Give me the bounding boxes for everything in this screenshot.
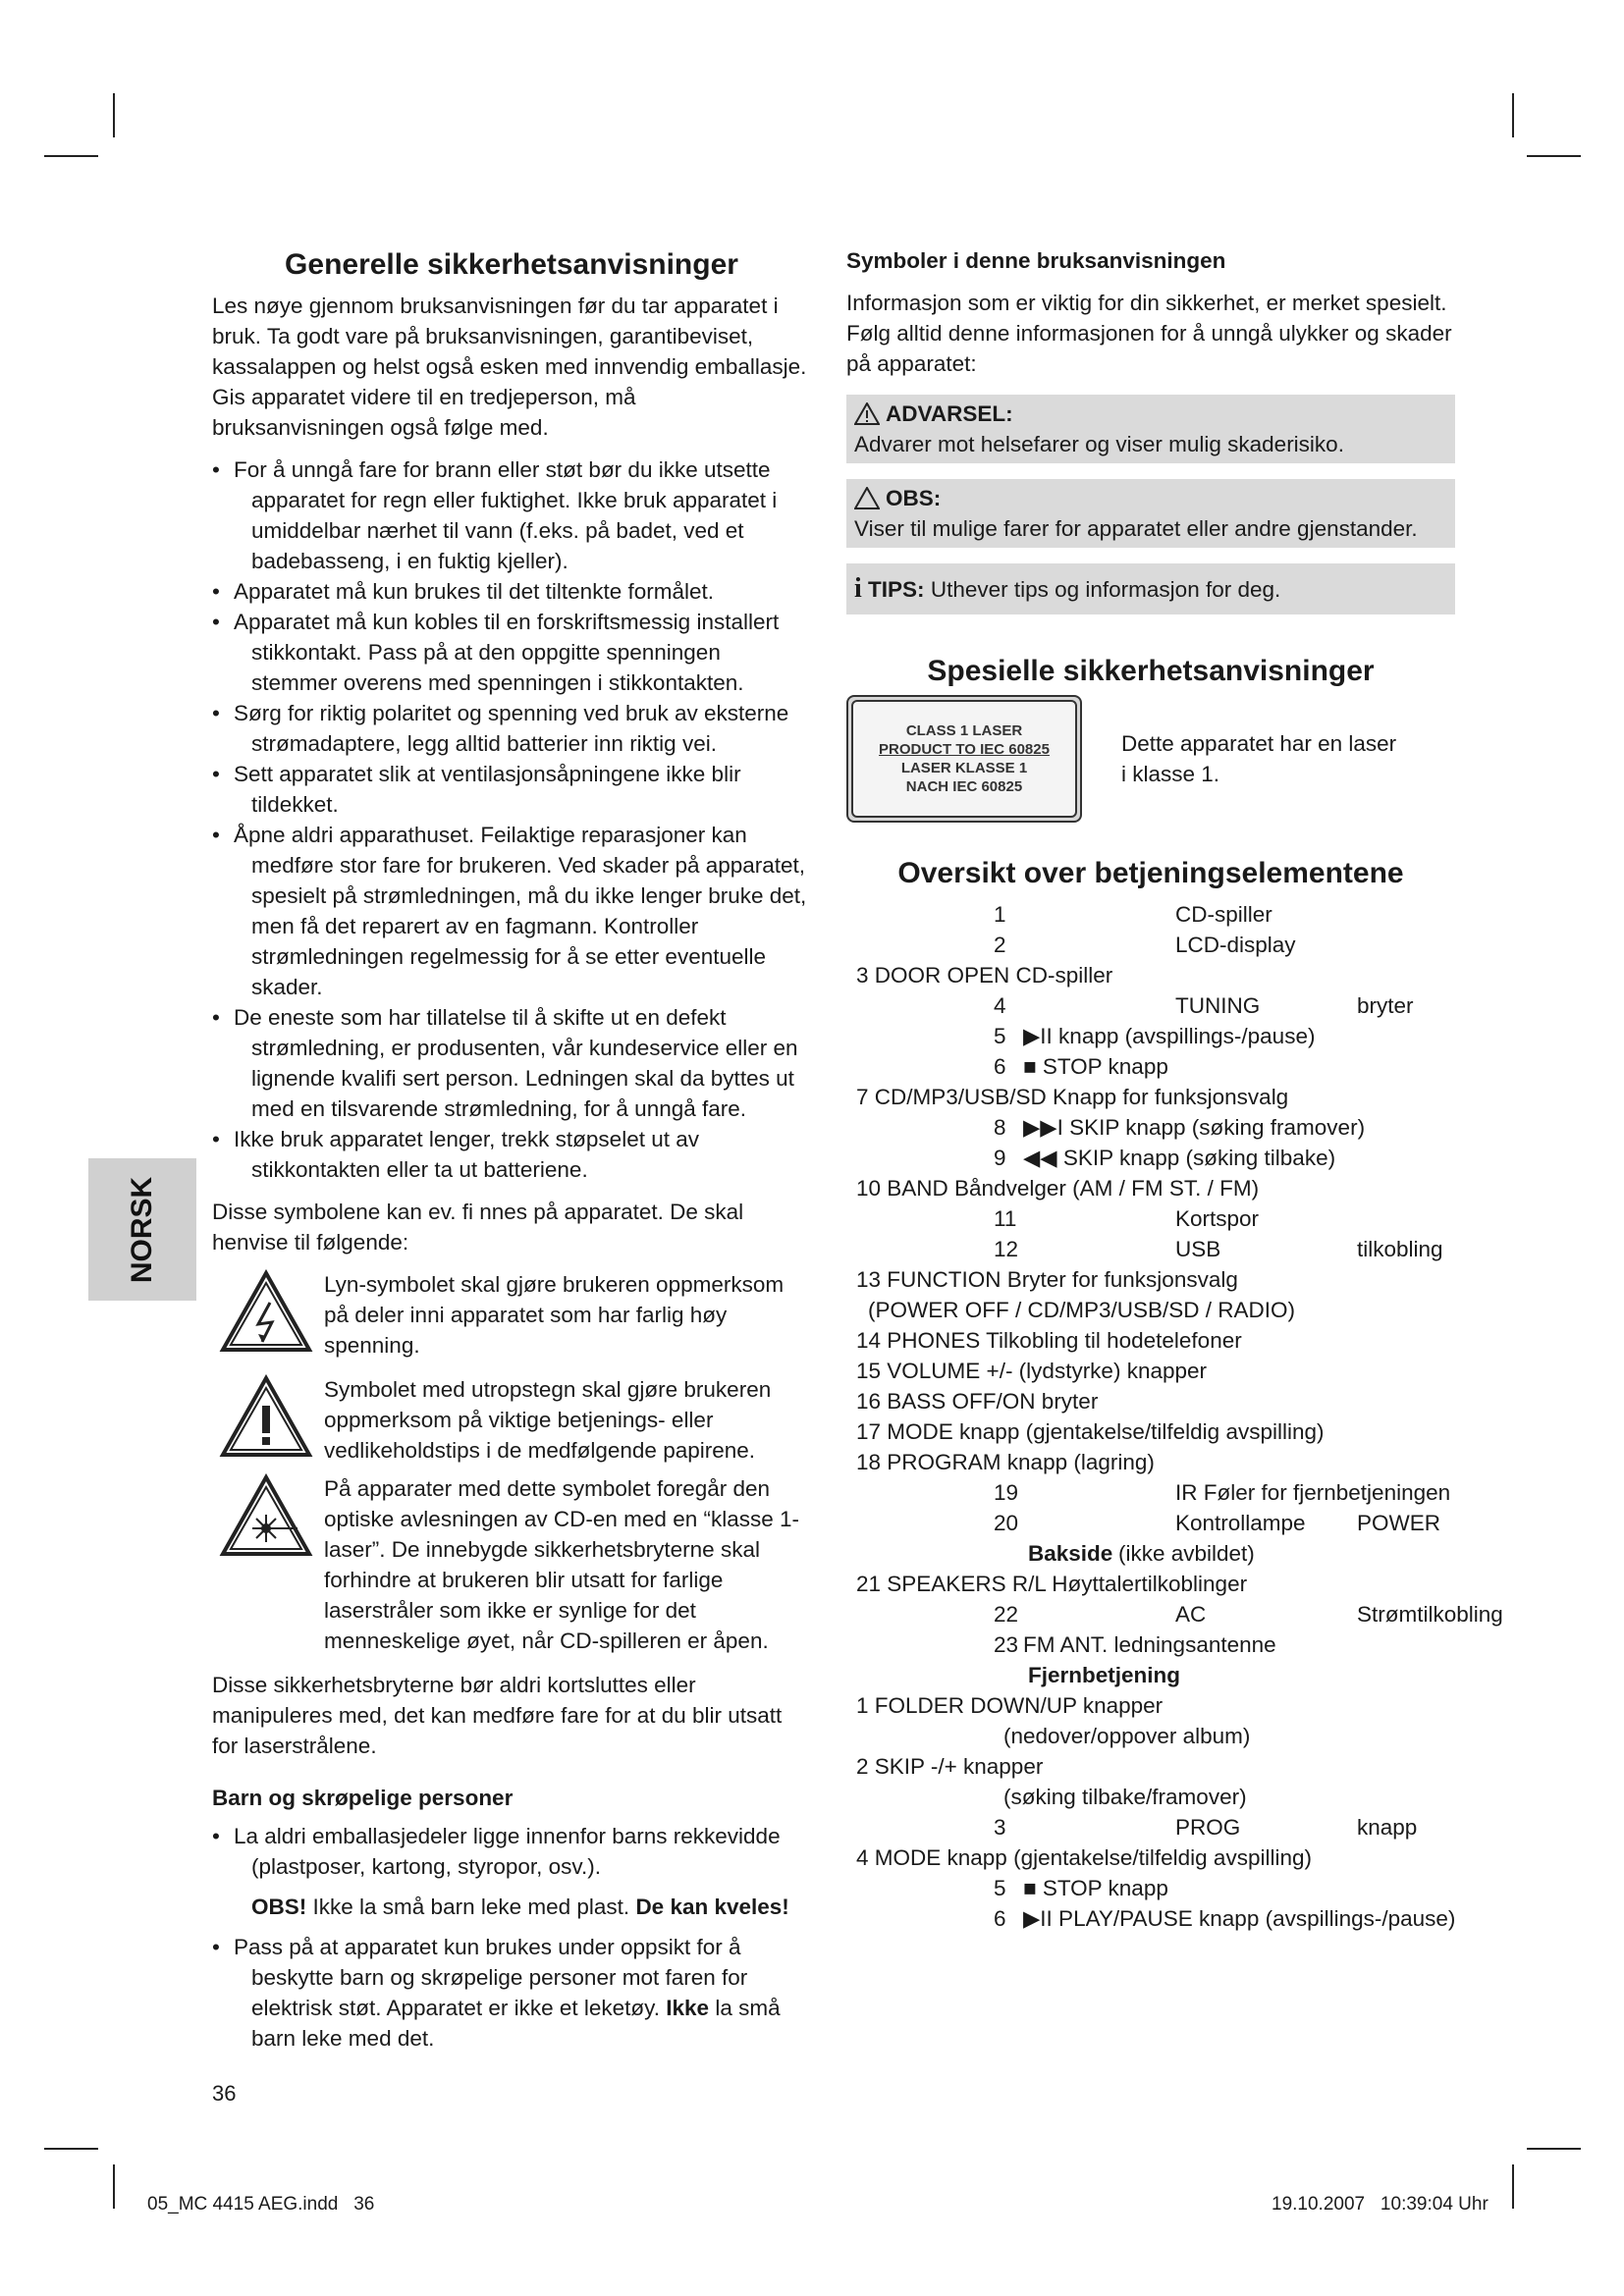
overview-full: 4 MODE knapp (gjentakelse/tilfeldig avspilling): [856, 1845, 1312, 1870]
overview-sub: (nedover/oppover album): [1003, 1724, 1251, 1748]
laser-class-label: [846, 695, 1082, 823]
crop-mark: [113, 2164, 115, 2209]
overview-item: [846, 1416, 1455, 1447]
overview-heading: Fjernbetjening: [1028, 1663, 1181, 1687]
overview-item: [846, 990, 1455, 1021]
overview-full: (POWER OFF / CD/MP3/USB/SD / RADIO): [868, 1298, 1296, 1322]
symbol-laser-row: [212, 1473, 811, 1656]
special-safety-title: Spesielle sikkerhetsanvisninger: [927, 655, 1375, 687]
overview-item: [846, 1812, 1455, 1842]
obs-text: Ikke la små barn leke med plast.: [312, 1895, 630, 1919]
info-icon: i: [854, 573, 862, 604]
laser-warning-icon: [219, 1473, 313, 1558]
overview-item: [846, 1325, 1455, 1356]
overview-item: [846, 1569, 1455, 1599]
overview-item: [846, 1203, 1455, 1234]
overview-full: 13 FUNCTION Bryter for funksjonsvalg: [856, 1267, 1238, 1292]
list-item: • Sørg for riktig polaritet og spenning ved bruk av eksterne strømadaptere, legg alltid batterier inn riktig vei.: [212, 698, 811, 759]
symbols-intro: Disse symbolene kan ev. fi nnes på apparatet. De skal henvise til følgende:: [212, 1200, 744, 1255]
overview-full: 21 SPEAKERS R/L Høyttalertilkoblinger: [856, 1572, 1248, 1596]
warning-text: Advarer mot helsefarer og viser mulig skaderisiko.: [854, 432, 1344, 456]
overview-number: 9: [994, 1146, 1006, 1170]
overview-extra: tilkobling: [1357, 1237, 1443, 1261]
overview-number: 5: [994, 1876, 1006, 1900]
overview-heading: Bakside: [1028, 1541, 1113, 1566]
overview-item: [846, 1264, 1455, 1295]
laser-row: [846, 695, 1455, 823]
overview-number: 20: [994, 1511, 1019, 1535]
overview-item: [846, 960, 1455, 990]
crop-mark: [1527, 155, 1581, 157]
overview-item: [846, 1782, 1455, 1812]
overview-label: TUNING: [1175, 993, 1261, 1018]
overview-item: [846, 1051, 1455, 1082]
left-column: [212, 245, 811, 2054]
list-item: • La aldri emballasjedeler ligge innenfor barns rekkevidde (plastposer, kartong, styropor, osv.).: [212, 1821, 811, 1882]
overview-item: [846, 930, 1455, 960]
overview-item: [846, 1903, 1455, 1934]
overview-label: AC: [1175, 1602, 1207, 1627]
overview-text: FM ANT. ledningsantenne: [1023, 1632, 1276, 1657]
right-column: [846, 245, 1503, 1934]
obs-box-text: Viser til mulige farer for apparatet eller andre gjenstander.: [854, 516, 1418, 541]
crop-mark: [1512, 2164, 1514, 2209]
laser-text: Dette apparatet har en laser i klasse 1.: [1121, 731, 1397, 786]
overview-number: 2: [994, 933, 1006, 957]
overview-number: 6: [994, 1054, 1006, 1079]
overview-item: [846, 1751, 1455, 1782]
overview-item: [846, 1477, 1455, 1508]
overview-item: [846, 1538, 1455, 1569]
overview-number: 23: [994, 1632, 1019, 1657]
obs-box: [846, 479, 1455, 548]
list-item: • For å unngå fare for brann eller støt bør du ikke utsette apparatet for regn eller fuktighet. Ikke bruk apparatet i umiddelbar nærhet til vann (f.eks. på badet, ved et badebasseng, i en fuktig kjeller).: [212, 454, 811, 576]
overview-item: [846, 1873, 1455, 1903]
footer-right: 19.10.2007 10:39:04 Uhr: [1272, 2194, 1489, 2215]
overview-number: 1: [994, 902, 1006, 927]
list-item: • De eneste som har tillatelse til å skifte ut en defekt strømledning, er produsenten, vår kundeservice eller en lignende kvalifi sert person. Ledningen skal da byttes ut med en tilsvarende strømledning, for å unngå fare.: [212, 1002, 811, 1124]
crop-mark: [44, 2148, 98, 2150]
overview-extra: knapp: [1357, 1815, 1418, 1840]
caution-triangle-icon: [854, 487, 880, 509]
obs-box-label: OBS:: [886, 486, 942, 510]
overview-full: 7 CD/MP3/USB/SD Knapp for funksjonsvalg: [856, 1085, 1289, 1109]
overview-sub: (søking tilbake/framover): [1003, 1785, 1247, 1809]
safety-bullets: [212, 454, 811, 1185]
children-heading: Barn og skrøpelige personer: [212, 1786, 514, 1810]
overview-item: [846, 1599, 1503, 1629]
overview-text: ■ STOP knapp: [1023, 1876, 1168, 1900]
overview-number: 5: [994, 1024, 1006, 1048]
overview-extra: bryter: [1357, 993, 1414, 1018]
overview-item: [846, 1629, 1455, 1660]
overview-item: [846, 1143, 1455, 1173]
overview-heading-note: (ikke avbildet): [1118, 1541, 1255, 1566]
overview-number: 4: [994, 993, 1006, 1018]
laser-badge-line: NACH IEC 60825: [905, 778, 1023, 795]
overview-number: 6: [994, 1906, 1006, 1931]
list-item: • Ikke bruk apparatet lenger, trekk støpselet ut av stikkontakten eller ta ut batteriene.: [212, 1124, 811, 1185]
switch-note: Disse sikkerhetsbryterne bør aldri kortsluttes eller manipuleres med, det kan medføre fare for at du blir utsatt for laserstrålene.: [212, 1673, 783, 1758]
overview-full: 17 MODE knapp (gjentakelse/tilfeldig avspilling): [856, 1419, 1325, 1444]
symbols-heading: Symboler i denne bruksanvisningen: [846, 248, 1226, 273]
overview-label: PROG: [1175, 1815, 1241, 1840]
overview-item: [846, 1356, 1455, 1386]
symbol-lightning-row: [212, 1269, 811, 1361]
general-safety-title: Generelle sikkerhetsanvisninger: [285, 248, 738, 281]
overview-item: [846, 899, 1455, 930]
children-bullets: [212, 1821, 811, 1882]
overview-extra: Strømtilkobling: [1357, 1602, 1503, 1627]
overview-text: ▶▶I SKIP knapp (søking framover): [1023, 1115, 1366, 1140]
list-item: • Åpne aldri apparathuset. Feilaktige reparasjoner kan medføre stor fare for brukeren. Ved skader på apparatet, spesielt på strømledningen, må du ikke lenger bruke det, men få det reparert av en fagmann. Kontroller strømledningen regelmessig for å se etter eventuelle skader.: [212, 820, 811, 1002]
overview-text: ▶II PLAY/PAUSE knapp (avspillings-/pause): [1023, 1906, 1456, 1931]
bullet-text-b: la små barn leke med det.: [251, 1996, 781, 2051]
overview-full: 2 SKIP -/+ knapper: [856, 1754, 1044, 1779]
overview-full: 10 BAND Båndvelger (AM / FM ST. / FM): [856, 1176, 1260, 1201]
overview-number: 11: [994, 1206, 1017, 1231]
overview-item: [846, 1295, 1455, 1325]
overview-full: 18 PROGRAM knapp (lagring): [856, 1450, 1155, 1474]
overview-text: ■ STOP knapp: [1023, 1054, 1168, 1079]
overview-item: [846, 1173, 1455, 1203]
overview-title: Oversikt over betjeningselementene: [897, 857, 1404, 889]
tips-label: TIPS:: [868, 577, 925, 602]
symbol-lightning-text: Lyn-symbolet skal gjøre brukeren oppmerksom på deler inni apparatet som har farlig høy spenning.: [324, 1272, 785, 1358]
overview-number: 3: [994, 1815, 1006, 1840]
overview-item: [846, 1721, 1455, 1751]
overview-item: [846, 1842, 1455, 1873]
crop-mark: [1527, 2148, 1581, 2150]
symbols-text: Informasjon som er viktig for din sikkerhet, er merket spesielt. Følg alltid denne informasjonen for å unngå ulykker og skader på apparatet:: [846, 291, 1452, 376]
overview-item: [846, 1386, 1455, 1416]
overview-item: [846, 1660, 1455, 1690]
overview-full: 15 VOLUME +/- (lydstyrke) knapper: [856, 1359, 1208, 1383]
page-number: 36: [212, 2081, 237, 2106]
crop-mark: [1512, 93, 1514, 137]
crop-mark: [113, 93, 115, 137]
language-tab-label: NORSK: [126, 1176, 158, 1283]
overview-label: Kontrollampe: [1175, 1511, 1306, 1535]
overview-item: [846, 1112, 1455, 1143]
list-item: [212, 1932, 811, 2054]
overview-number: 12: [994, 1237, 1019, 1261]
overview-item: [846, 1234, 1455, 1264]
overview-item: [846, 1690, 1455, 1721]
list-item: • Sett apparatet slik at ventilasjonsåpningene ikke blir tildekket.: [212, 759, 811, 820]
overview-number: 19: [994, 1480, 1019, 1505]
children-bullets-2: [212, 1932, 811, 2054]
tips-text: Uthever tips og informasjon for deg.: [930, 577, 1281, 602]
obs-label: OBS!: [251, 1895, 307, 1919]
overview-full: 3 DOOR OPEN CD-spiller: [856, 963, 1113, 988]
exclamation-warning-icon: [219, 1374, 313, 1459]
overview-item: [846, 1447, 1455, 1477]
overview-number: 8: [994, 1115, 1006, 1140]
overview-label: USB: [1175, 1237, 1221, 1261]
laser-badge-line: PRODUCT TO IEC 60825: [879, 741, 1050, 758]
symbol-laser-text: På apparater med dette symbolet foregår den optiske avlesningen av CD-en med en “klasse 1-laser”. De innebygde sikkerhetsbryterne skal forhindre at brukeren blir utsatt for farlige laserstråler som ikke er synlige for det menneskelige øyet, når CD-spilleren er åpen.: [324, 1476, 799, 1653]
overview-label: IR Føler for fjernbetjeningen: [1175, 1480, 1451, 1505]
overview-full: 14 PHONES Tilkobling til hodetelefoner: [856, 1328, 1242, 1353]
obs-bold: De kan kveles!: [635, 1895, 789, 1919]
lightning-warning-icon: [219, 1269, 313, 1354]
overview-full: 16 BASS OFF/ON bryter: [856, 1389, 1099, 1414]
laser-badge-line: LASER KLASSE 1: [900, 760, 1028, 776]
overview-text: ◀◀ SKIP knapp (søking tilbake): [1023, 1146, 1336, 1170]
list-item: • Apparatet må kun kobles til en forskriftsmessig installert stikkontakt. Pass på at den oppgitte spenningen stemmer overens med spenningen i stikkontakten.: [212, 607, 811, 698]
obs-note: [212, 1892, 811, 1922]
overview-item: [846, 1021, 1455, 1051]
warning-label: ADVARSEL:: [886, 401, 1013, 426]
overview-label: Kortspor: [1175, 1206, 1260, 1231]
overview-item: [846, 1082, 1455, 1112]
language-tab: [88, 1158, 196, 1301]
bullet-text-bold: Ikke: [666, 1996, 710, 2020]
overview-text: ▶II knapp (avspillings-/pause): [1023, 1024, 1316, 1048]
overview-full: 1 FOLDER DOWN/UP knapper: [856, 1693, 1164, 1718]
overview-item: [846, 1508, 1455, 1538]
tips-box: [846, 563, 1455, 614]
crop-mark: [44, 155, 98, 157]
overview-list: [846, 899, 1503, 1934]
intro-paragraph: Les nøye gjennom bruksanvisningen før du tar apparatet i bruk. Ta godt vare på bruksanvisningen, garantibeviset, kassalappen og helst også esken med innvendig emballasje. Gis apparatet videre til en tredjeperson, må bruksanvisningen også følge med.: [212, 294, 807, 440]
warning-box: [846, 395, 1455, 463]
bullet-text-a: Pass på at apparatet kun brukes under oppsikt for å beskytte barn og skrøpelige personer mot faren for elektrisk støt. Apparatet er ikke et leketøy.: [234, 1935, 748, 2020]
warning-triangle-icon: [854, 402, 880, 425]
footer-left: 05_MC 4415 AEG.indd 36: [147, 2194, 375, 2215]
laser-badge-line: CLASS 1 LASER: [905, 722, 1023, 739]
symbol-exclamation-row: [212, 1374, 811, 1466]
list-item: • Apparatet må kun brukes til det tiltenkte formålet.: [212, 576, 811, 607]
overview-extra: POWER: [1357, 1511, 1441, 1535]
overview-number: 22: [994, 1602, 1019, 1627]
symbol-exclamation-text: Symbolet med utropstegn skal gjøre brukeren oppmerksom på viktige betjenings- eller vedlikeholdstips i de medfølgende papirene.: [324, 1377, 772, 1463]
overview-label: LCD-display: [1175, 933, 1296, 957]
overview-label: CD-spiller: [1175, 902, 1272, 927]
